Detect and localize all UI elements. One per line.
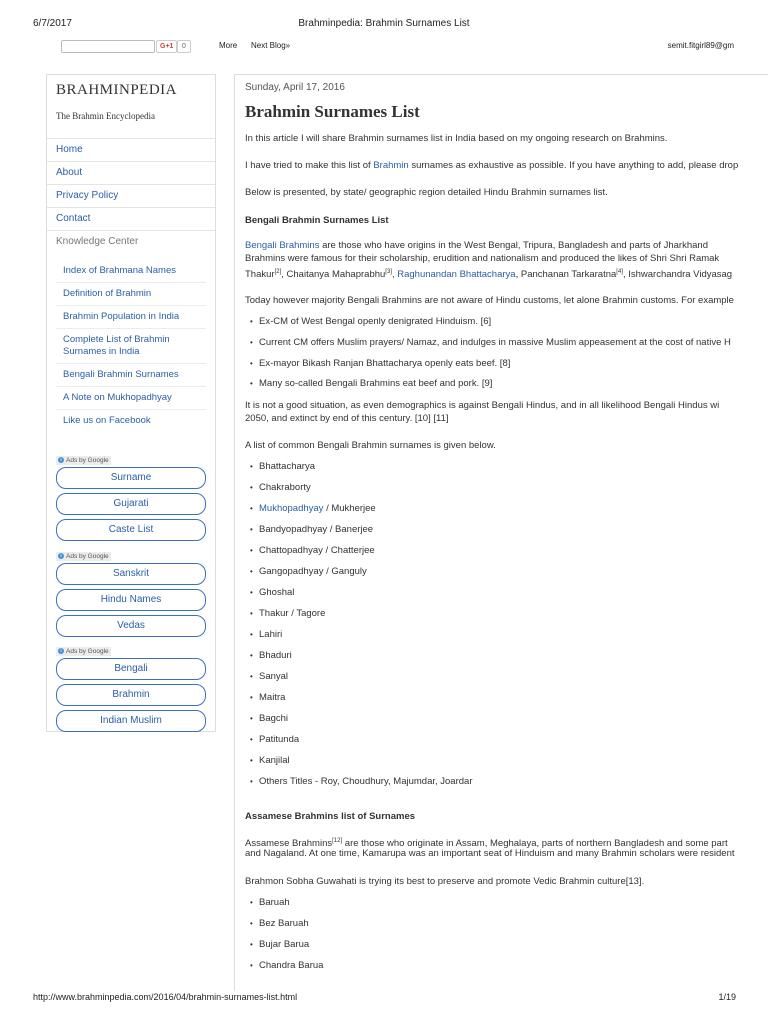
gplus-label: G+1 bbox=[160, 43, 174, 50]
bengali-paragraph-1-line-3 bbox=[245, 266, 732, 281]
intro-paragraph-2 bbox=[245, 160, 738, 172]
surname-item: • Sanyal bbox=[259, 671, 288, 683]
ad-link-indian-muslim[interactable]: Indian Muslim bbox=[56, 710, 206, 732]
ref-2[interactable]: [2] bbox=[274, 269, 282, 275]
text-panchanan: , Panchanan Tarkaratna bbox=[515, 269, 617, 281]
assamese-surname-item: • Chandra Barua bbox=[259, 960, 323, 972]
blog-description: The Brahmin Encyclopedia bbox=[56, 111, 155, 121]
ref-3[interactable]: [3] bbox=[385, 269, 392, 275]
print-page-title: Brahminpedia: Brahmin Surnames List bbox=[298, 18, 470, 29]
kc-link-bengali-brahmin-surnames[interactable]: Bengali Brahmin Surnames bbox=[56, 364, 206, 387]
nav-link-contact[interactable]: Contact bbox=[47, 207, 215, 231]
blog-title[interactable]: BRAHMINPEDIA bbox=[56, 82, 178, 98]
navbar-more-link[interactable]: More bbox=[219, 41, 238, 50]
brahmin-link[interactable]: Brahmin bbox=[373, 160, 409, 171]
kc-link-brahmin-population[interactable]: Brahmin Population in India bbox=[56, 306, 206, 329]
nav-link-about[interactable]: About bbox=[47, 161, 215, 184]
surname-item: • Bagchi bbox=[259, 713, 288, 725]
ad-link-gujarati[interactable]: Gujarati bbox=[56, 493, 206, 515]
ads-by-google-badge[interactable] bbox=[56, 456, 111, 465]
ad-link-sanskrit[interactable]: Sanskrit bbox=[56, 563, 206, 585]
ad-group-1 bbox=[56, 449, 206, 545]
surname-item: • Chattopadhyay / Chatterjee bbox=[259, 545, 375, 557]
surname-item: • Ghoshal bbox=[259, 587, 294, 599]
surname-item: • Thakur / Tagore bbox=[259, 608, 325, 620]
mukherjee-text: / Mukherjee bbox=[323, 503, 376, 514]
bengali-heading: Bengali Brahmin Surnames List bbox=[245, 215, 389, 226]
nav-link-privacy-policy[interactable]: Privacy Policy bbox=[47, 184, 215, 207]
intro-paragraph-3: Below is presented, by state/ geographic region detailed Hindu Brahmin surnames list. bbox=[245, 187, 608, 198]
bengali-p1-text: are those who have origins in the West Bengal, Tripura, Bangladesh and parts of Jharkhand bbox=[319, 240, 708, 251]
navbar-search-input[interactable] bbox=[61, 40, 155, 53]
post-date: Sunday, April 17, 2016 bbox=[245, 82, 345, 93]
surname-item: • Bhaduri bbox=[259, 650, 292, 662]
intro-paragraph-1: In this article I will share Brahmin surnames list in India based on my ongoing research on Brahmins. bbox=[245, 133, 668, 144]
text-comma: , bbox=[391, 269, 398, 281]
ad-link-caste-list[interactable]: Caste List bbox=[56, 519, 206, 541]
list-item: • Ex-CM of West Bengal openly denigrated Hinduism. [6] bbox=[259, 316, 491, 328]
bengali-paragraph-3-line-1: It is not a good situation, as even demographics is against Bengali Hindus, and in all likelihood Bengali Hindus wi bbox=[245, 400, 720, 411]
ad-group-2 bbox=[56, 545, 206, 641]
kc-link-definition-of-brahmin[interactable]: Definition of Brahmin bbox=[56, 283, 206, 306]
ads-by-google-label: Ads by Google bbox=[66, 553, 109, 560]
bengali-brahmins-link[interactable]: Bengali Brahmins bbox=[245, 240, 320, 251]
navbar-user-email: semit.fitgirl89@gm bbox=[667, 41, 734, 50]
ad-link-surname[interactable]: Surname bbox=[56, 467, 206, 489]
kc-link-note-on-mukhopadhyay[interactable]: A Note on Mukhopadhyay bbox=[56, 387, 206, 410]
list-item: • Many so-called Bengali Brahmins eat beef and pork. [9] bbox=[259, 378, 492, 390]
kc-link-facebook[interactable]: Like us on Facebook bbox=[63, 415, 151, 426]
info-icon: i bbox=[58, 457, 64, 463]
bengali-paragraph-3-line-2: 2050, and extinct by end of this century. [10] [11] bbox=[245, 413, 449, 424]
assamese-surname-item: • Baruah bbox=[259, 897, 290, 909]
bengali-paragraph-2: Today however majority Bengali Brahmins are not aware of Hindu customs, let alone Brahmin customs. For example bbox=[245, 295, 734, 306]
text-thakur: Thakur bbox=[245, 269, 275, 281]
intro2-text-a: I have tried to make this list of bbox=[245, 160, 374, 171]
kc-link-index-brahmana-names[interactable]: Index of Brahmana Names bbox=[56, 260, 206, 283]
bengali-paragraph-1-line-2: Brahmins were famous for their scholarship, erudition and nationalism and produced the likes of Shri Shri Ramak bbox=[245, 253, 720, 264]
ref-4[interactable]: [4] bbox=[616, 269, 623, 275]
surname-item: • Maitra bbox=[259, 692, 285, 704]
surname-item: • Gangopadhyay / Ganguly bbox=[259, 566, 367, 578]
pages-nav bbox=[47, 138, 215, 231]
text-chaitanya: , Chaitanya Mahaprabhu bbox=[281, 269, 386, 281]
list-item: • Ex-mayor Bikash Ranjan Bhattacharya openly eats beef. [8] bbox=[259, 358, 510, 370]
surname-item: • Bhattacharya bbox=[259, 461, 315, 473]
assamese-surname-item: • Bez Baruah bbox=[259, 918, 309, 930]
surname-item: • Bandyopadhyay / Banerjee bbox=[259, 524, 373, 536]
assamese-p1-text: are those who originate in Assam, Meghalaya, parts of northern Bangladesh and some part bbox=[342, 838, 728, 850]
knowledge-center-heading: Knowledge Center bbox=[56, 236, 139, 247]
post-title: Brahmin Surnames List bbox=[245, 102, 420, 121]
nav-link-home[interactable]: Home bbox=[47, 138, 215, 161]
assamese-paragraph-2: Brahmon Sobha Guwahati is trying its best to preserve and promote Vedic Brahmin culture[13]. bbox=[245, 876, 645, 887]
ad-link-brahmin[interactable]: Brahmin bbox=[56, 684, 206, 706]
assamese-heading: Assamese Brahmins list of Surnames bbox=[245, 811, 416, 822]
assamese-surname-item: • Bujar Barua bbox=[259, 939, 309, 951]
ad-link-bengali[interactable]: Bengali bbox=[56, 658, 206, 680]
blogger-navbar bbox=[0, 37, 768, 55]
ads-by-google-label: Ads by Google bbox=[66, 457, 109, 464]
ads-by-google-badge[interactable] bbox=[56, 552, 111, 561]
kc-link-complete-list-surnames[interactable]: Complete List of Brahmin Surnames in India bbox=[56, 329, 206, 364]
post-area bbox=[234, 74, 768, 991]
print-url: http://www.brahminpedia.com/2016/04/brahmin-surnames-list.html bbox=[33, 992, 298, 1002]
bengali-paragraph-1-line-1 bbox=[245, 240, 708, 252]
surname-item: • Patitunda bbox=[259, 734, 299, 746]
text-ishwarchandra: , Ishwarchandra Vidyasag bbox=[622, 269, 733, 281]
sidebar bbox=[46, 74, 216, 732]
assamese-brahmins-text: Assamese Brahmins bbox=[245, 838, 333, 850]
google-plus-button[interactable] bbox=[156, 40, 177, 53]
navbar-next-blog-link[interactable]: Next Blog» bbox=[251, 41, 291, 50]
ref-12[interactable]: [12] bbox=[332, 838, 343, 844]
list-item: • Current CM offers Muslim prayers/ Namaz, and indulges in massive Muslim appeasement at the cost of native H bbox=[259, 337, 731, 349]
ad-group-3 bbox=[56, 640, 206, 736]
ad-link-vedas[interactable]: Vedas bbox=[56, 615, 206, 637]
surname-item: • Chakraborty bbox=[259, 482, 311, 494]
mukhopadhyay-link[interactable]: Mukhopadhyay bbox=[259, 503, 324, 514]
info-icon: i bbox=[58, 553, 64, 559]
ads-by-google-badge[interactable] bbox=[56, 647, 111, 656]
info-icon: i bbox=[58, 648, 64, 654]
bengali-paragraph-4: A list of common Bengali Brahmin surnames is given below. bbox=[245, 440, 496, 451]
surname-item bbox=[259, 503, 376, 515]
raghunandan-link[interactable]: Raghunandan Bhattacharya bbox=[397, 269, 516, 281]
surname-item: • Others Titles - Roy, Choudhury, Majumdar, Joardar bbox=[259, 776, 472, 788]
intro2-text-b: surnames as exhaustive as possible. If you have anything to add, please drop bbox=[408, 160, 739, 171]
surname-item: • Kanjilal bbox=[259, 755, 290, 767]
gplus-count: 0 bbox=[177, 40, 191, 53]
assamese-paragraph-1-line-2: and Nagaland. At one time, Kamarupa was an important seat of Hinduism and many Brahmin scholars were resident bbox=[245, 848, 735, 859]
ads-by-google-label: Ads by Google bbox=[66, 648, 109, 655]
ad-link-hindu-names[interactable]: Hindu Names bbox=[56, 589, 206, 611]
surname-item: • Lahiri bbox=[259, 629, 282, 641]
print-page-number: 1/19 bbox=[718, 992, 736, 1002]
knowledge-center-links bbox=[56, 260, 206, 432]
print-date: 6/7/2017 bbox=[33, 18, 72, 29]
